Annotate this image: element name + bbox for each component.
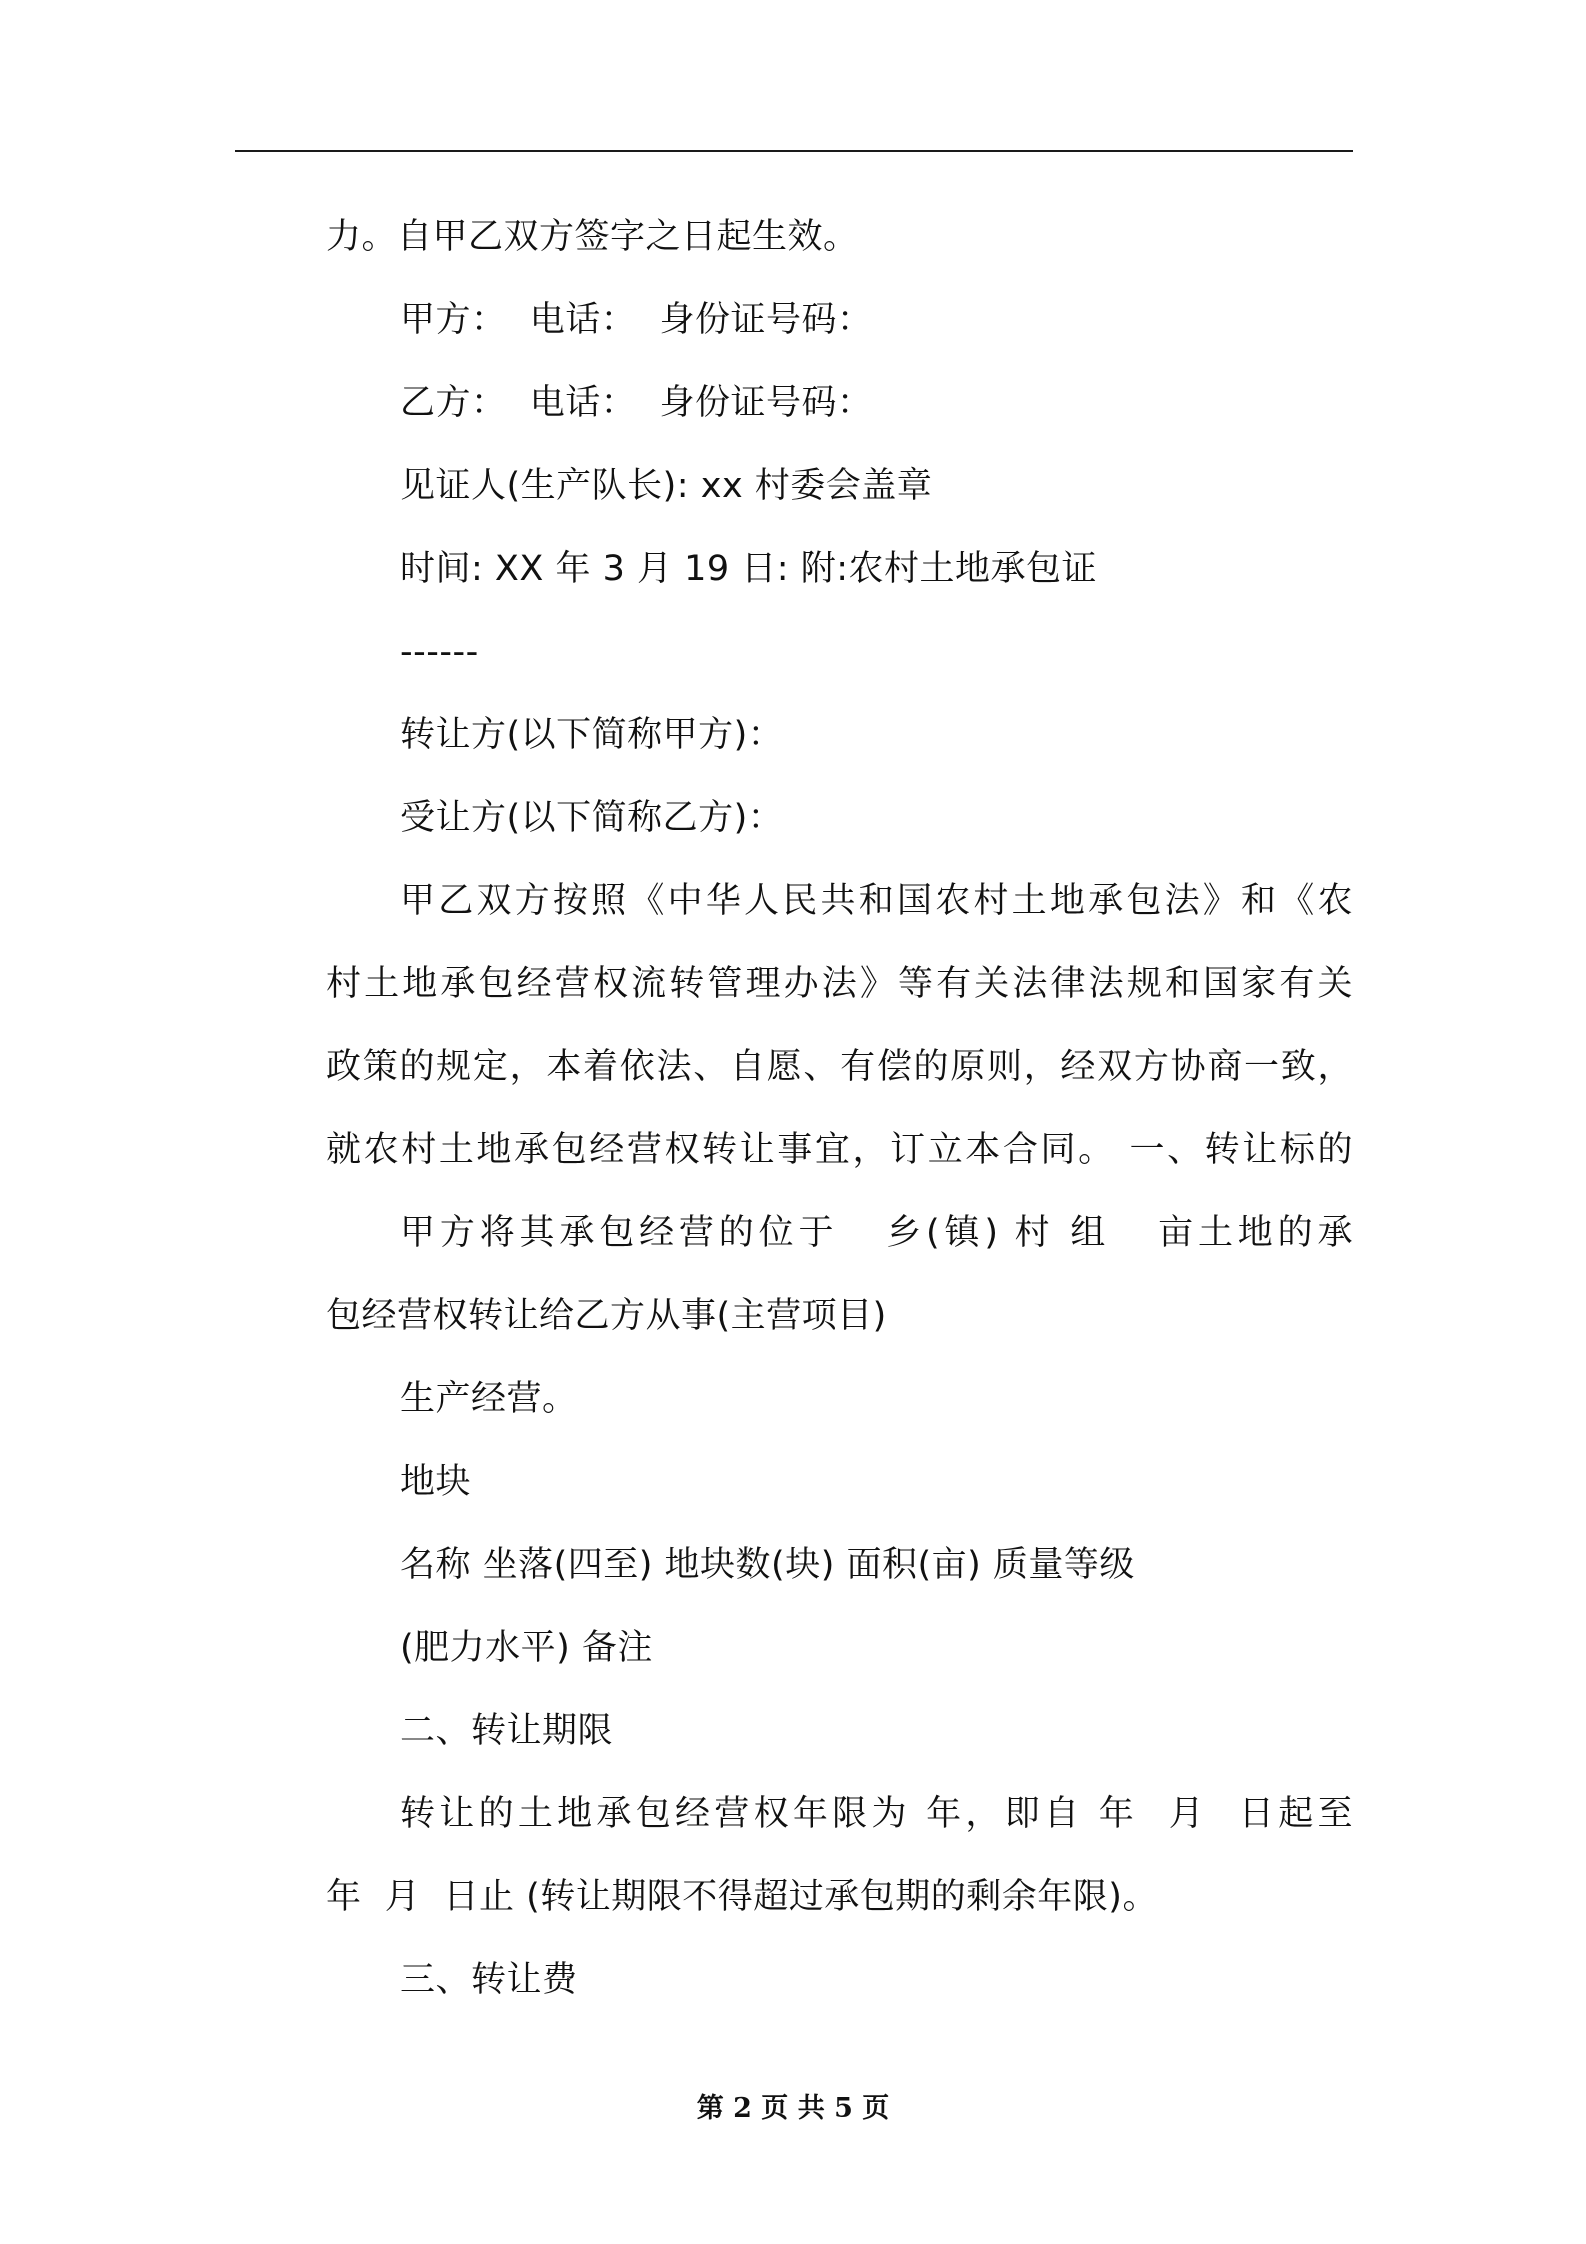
plot-columns-line-1: 名称 坐落(四至) 地块数(块) 面积(亩) 质量等级 xyxy=(400,1545,1135,1585)
subject-paragraph-line-1: 甲方将其承包经营的位于 乡(镇) 村 组 亩土地的承 xyxy=(400,1213,1353,1253)
date-line: 时间: XX 年 3 月 19 日: 附:农村土地承包证 xyxy=(400,549,1098,589)
term-paragraph-line-2: 年 月 日止 (转让期限不得超过承包期的剩余年限)。 xyxy=(326,1877,1158,1917)
separator-line: ------ xyxy=(400,632,479,672)
intro-paragraph-line-2: 村土地承包经营权流转管理办法》等有关法律法规和国家有关 xyxy=(326,964,1353,1004)
page-number: 第 2 页 共 5 页 xyxy=(696,2093,890,2124)
intro-paragraph-line-4: 就农村土地承包经营权转让事宜，订立本合同。 一、转让标的 xyxy=(326,1130,1353,1170)
paragraph-line-1: 力。自甲乙双方签字之日起生效。 xyxy=(326,217,859,257)
transferee-line: 受让方(以下简称乙方)： xyxy=(400,798,784,838)
witness-line: 见证人(生产队长): xx 村委会盖章 xyxy=(400,466,933,506)
header-divider xyxy=(235,150,1353,152)
term-paragraph-line-1: 转让的土地承包经营权年限为 年，即自 年 月 日起至 xyxy=(400,1794,1353,1834)
party-a-line: 甲方： 电话： 身份证号码： xyxy=(400,300,873,340)
subject-paragraph-line-2: 包经营权转让给乙方从事(主营项目) xyxy=(326,1296,887,1336)
plot-heading: 地块 xyxy=(400,1462,472,1502)
document-body xyxy=(326,196,1353,2022)
section-heading-fee: 三、转让费 xyxy=(400,1960,578,2000)
plot-columns-line-2: (肥力水平) 备注 xyxy=(400,1628,653,1668)
subject-paragraph-line-3: 生产经营。 xyxy=(400,1379,578,1419)
intro-paragraph-line-1: 甲乙双方按照《中华人民共和国农村土地承包法》和《农 xyxy=(400,881,1353,921)
transferor-line: 转让方(以下简称甲方)： xyxy=(400,715,784,755)
section-heading-term: 二、转让期限 xyxy=(400,1711,614,1751)
intro-paragraph-line-3: 政策的规定，本着依法、自愿、有偿的原则，经双方协商一致， xyxy=(326,1047,1353,1087)
party-b-line: 乙方： 电话： 身份证号码： xyxy=(400,383,873,423)
